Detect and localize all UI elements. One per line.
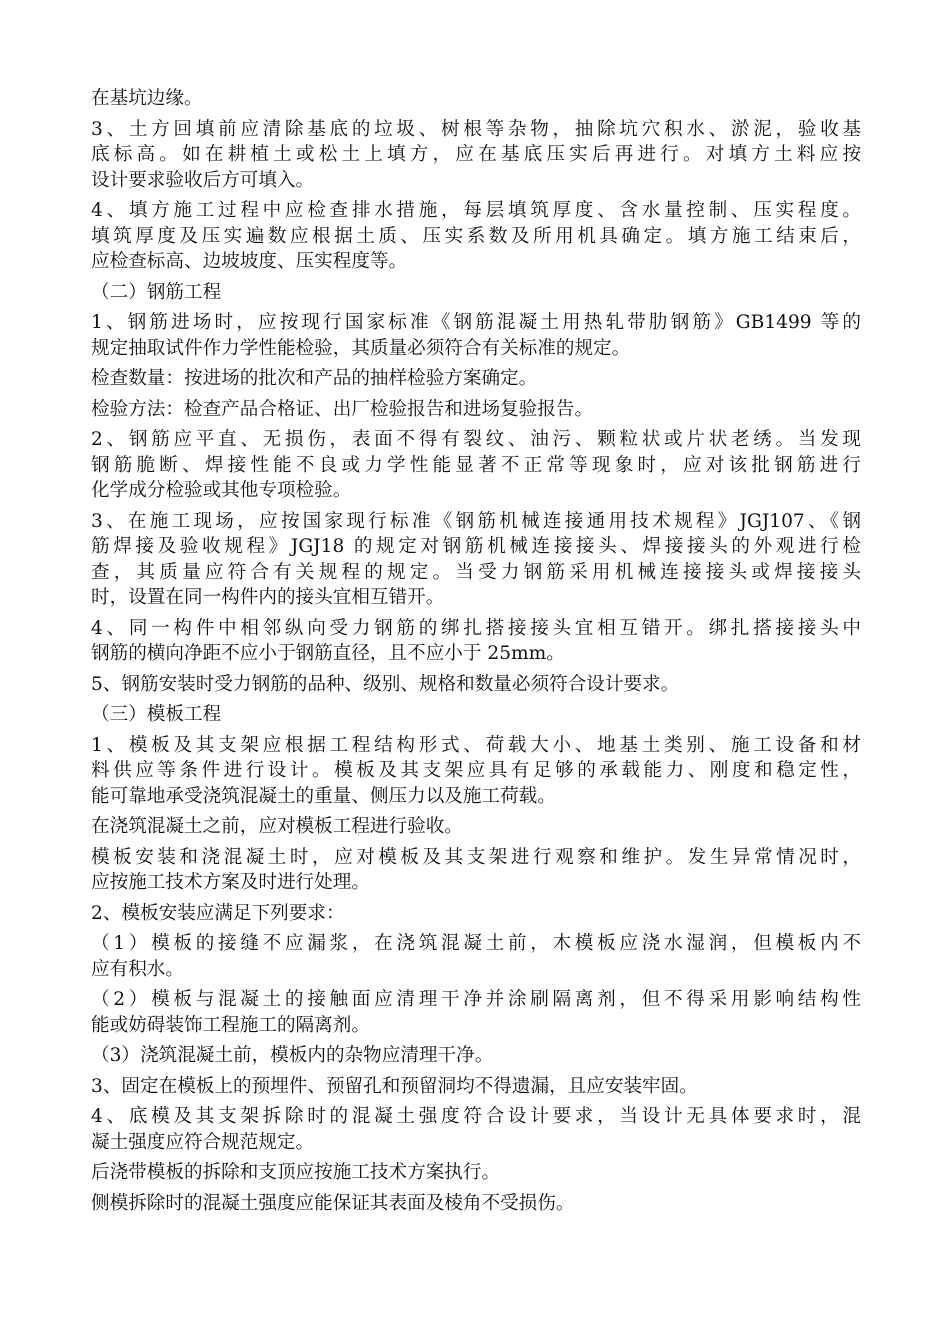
text-line: 模板安装和浇混凝土时，应对模板及其支架进行观察和维护。发生异常情况时，	[91, 846, 861, 868]
text-line: 检验方法：检查产品合格证、出厂检验报告和进场复验报告。	[91, 398, 594, 420]
text-line: 能可靠地承受浇筑混凝土的重量、侧压力以及施工荷载。	[91, 785, 556, 807]
text-line: 检查数量：按进场的批次和产品的抽样检验方案确定。	[91, 368, 538, 389]
text-line: （二）钢筋工程	[91, 281, 222, 303]
text-line: 4、填方施工过程中应检查排水措施，每层填筑厚度、含水量控制、压实程度。	[91, 200, 861, 221]
text-line: （2）模板与混凝土的接触面应清理干净并涂刷隔离剂，但不得采用影响结构性	[91, 989, 861, 1010]
text-line: 3、在施工现场，应按国家现行标准《钢筋机械连接通用技术规程》JGJ107、《钢	[91, 510, 861, 532]
text-line: 设计要求验收后方可填入。	[91, 169, 315, 191]
text-line: 在浇筑混凝土之前，应对模板工程进行验收。	[91, 816, 463, 837]
text-line: 查，其质量应符合有关规程的规定。当受力钢筋采用机械连接接头或焊接接头	[91, 561, 861, 583]
text-line: 时，设置在同一构件内的接头宜相互错开。	[91, 587, 445, 608]
text-line: 应检查标高、边坡坡度、压实程度等。	[91, 251, 408, 272]
text-line: 填筑厚度及压实遍数应根据土质、压实系数及所用机具确定。填方施工结束后，	[91, 225, 861, 247]
text-line: 1、钢筋进场时，应按现行国家标准《钢筋混凝土用热轧带肋钢筋》GB1499 等的	[91, 312, 861, 333]
text-line: 3、土方回填前应清除基底的垃圾、树根等杂物，抽除坑穴积水、淤泥，验收基	[91, 118, 861, 140]
text-line: 2、钢筋应平直、无损伤，表面不得有裂纹、油污、颗粒状或片状老绣。当发现	[91, 429, 861, 450]
text-line: 侧模拆除时的混凝土强度应能保证其表面及棱角不受损伤。	[91, 1192, 575, 1214]
text-line: 应按施工技术方案及时进行处理。	[91, 872, 370, 893]
text-line: 能或妨碍装饰工程施工的隔离剂。	[91, 1014, 370, 1036]
text-line: 5、钢筋安装时受力钢筋的品种、级别、规格和数量必须符合设计要求。	[91, 673, 680, 695]
text-line: 钢筋的横向净距不应小于钢筋直径，且不应小于 25mm。	[91, 643, 565, 664]
text-line: （1）模板的接缝不应漏浆，在浇筑混凝土前，木模板应浇水湿润，但模板内不	[91, 933, 861, 954]
text-line: 规定抽取试件作力学性能检验，其质量必须符合有关标准的规定。	[91, 337, 631, 359]
text-line: 4、同一构件中相邻纵向受力钢筋的绑扎搭接接头宜相互错开。绑扎搭接接头中	[91, 617, 861, 639]
text-line: 1、模板及其支架应根据工程结构形式、荷载大小、地基土类别、施工设备和材	[91, 734, 861, 756]
text-line: （3）浇筑混凝土前，模板内的杂物应清理干净。	[91, 1045, 494, 1066]
text-line: 筋焊接及验收规程》JGJ18 的规定对钢筋机械连接接头、焊接接头的外观进行检	[91, 536, 861, 557]
text-line: 底标高。如在耕植土或松土上填方，应在基底压实后再进行。对填方土料应按	[91, 144, 861, 165]
text-line: 化学成分检验或其他专项检验。	[91, 480, 352, 501]
document-body-text	[91, 86, 861, 1216]
text-line: 钢筋脆断、焊接性能不良或力学性能显著不正常等现象时，应对该批钢筋进行	[91, 454, 861, 476]
text-line: 4、底模及其支架拆除时的混凝土强度符合设计要求，当设计无具体要求时，混	[91, 1106, 861, 1127]
text-line: 2、模板安装应满足下列要求：	[91, 902, 345, 924]
text-line: 后浇带模板的拆除和支顶应按施工技术方案执行。	[91, 1162, 501, 1183]
text-line: 料供应等条件进行设计。模板及其支架应具有足够的承载能力、刚度和稳定性，	[91, 760, 861, 781]
text-line: 应有积水。	[91, 958, 184, 980]
text-line: 凝土强度应符合规范规定。	[91, 1131, 315, 1153]
text-line: 在基坑边缘。	[91, 88, 203, 109]
text-line: （三）模板工程	[91, 704, 222, 725]
text-line: 3、固定在模板上的预埋件、预留孔和预留洞均不得遗漏，且应安装牢固。	[91, 1075, 698, 1097]
